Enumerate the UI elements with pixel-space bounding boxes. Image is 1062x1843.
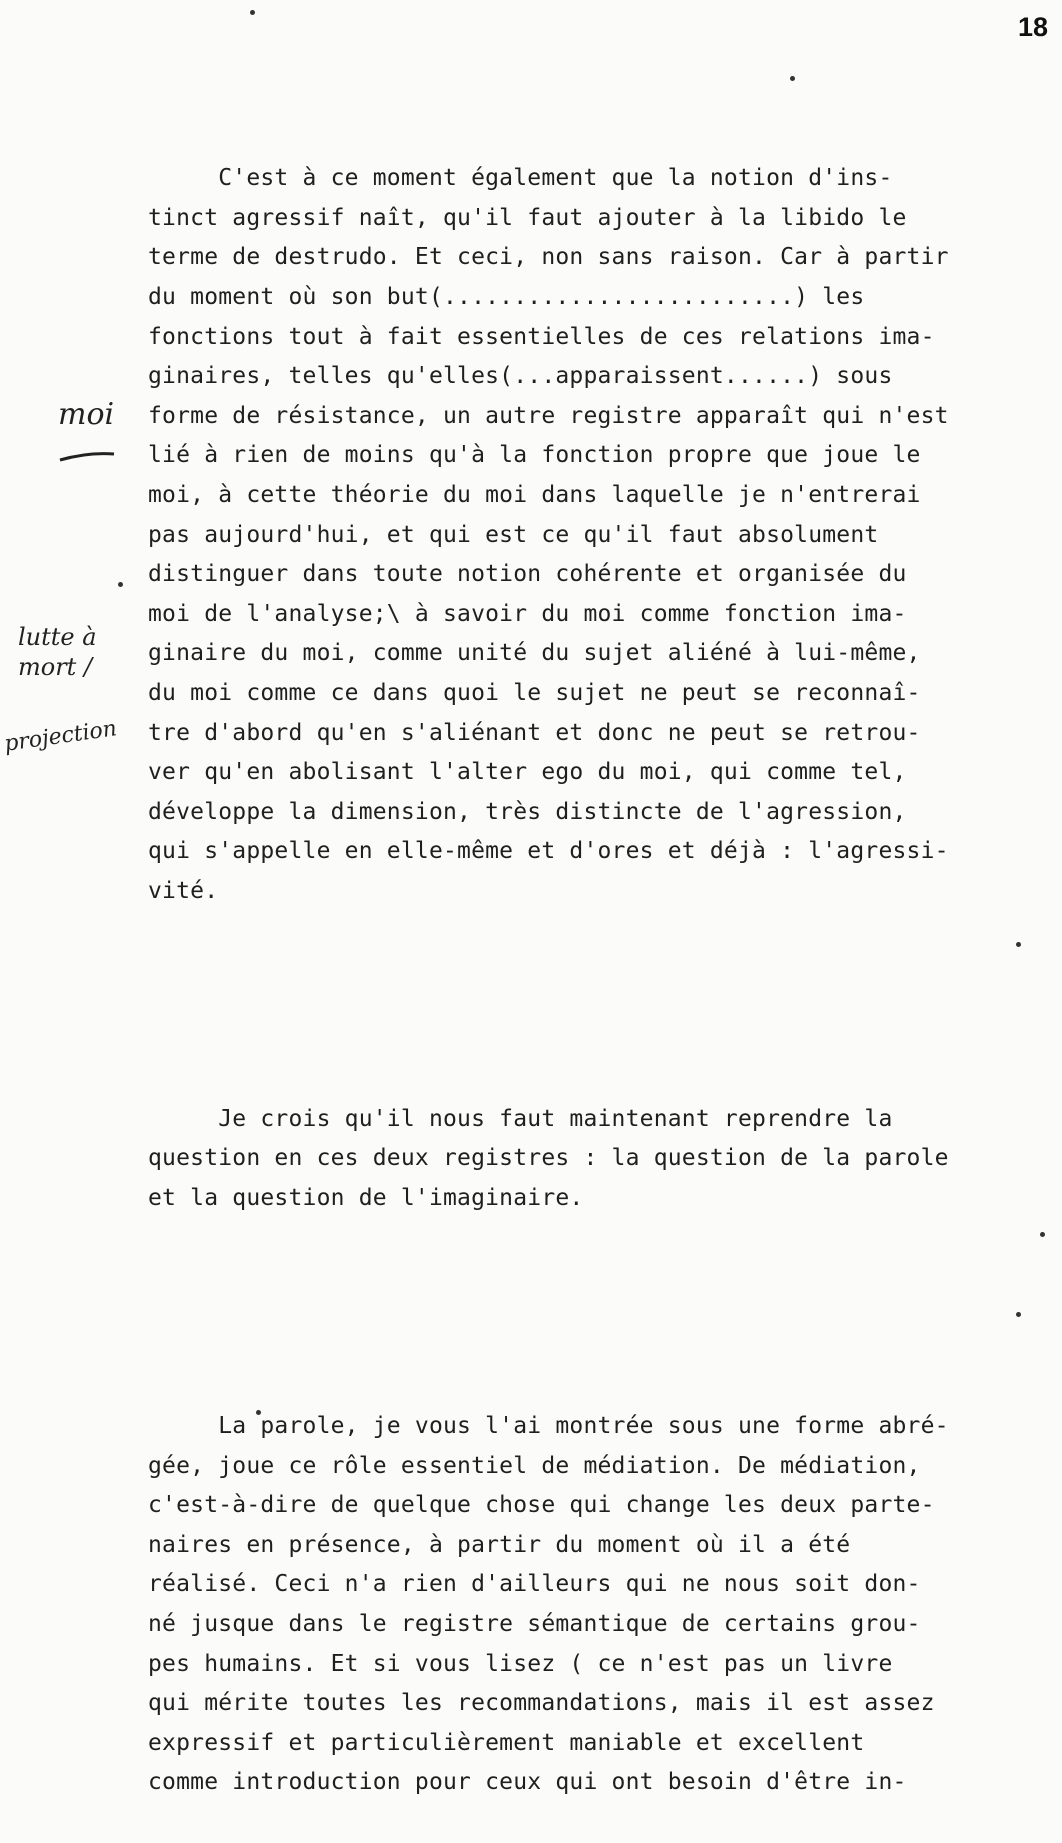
ink-speck [118, 582, 123, 587]
text-line: du moment où son but(.........................) les [148, 283, 865, 310]
text-line: lié à rien de moins qu'à la fonction propre que joue le [148, 442, 921, 469]
text-line: c'est-à-dire de quelque chose qui change les deux parte- [148, 1492, 935, 1519]
paragraph [148, 1100, 1062, 1219]
text-line: ginaire du moi, comme unité du sujet aliéné à lui-même, [148, 640, 921, 667]
text-line: du moi comme ce dans quoi le sujet ne peut se reconnaî- [148, 679, 921, 706]
text-line: moi, à cette théorie du moi dans laquelle je n'entrerai [148, 481, 921, 508]
text-line: question en ces deux registres : la question de la parole [148, 1145, 949, 1172]
text-line: né jusque dans le registre sémantique de certains grou- [148, 1610, 921, 1637]
text-line: terme de destrudo. Et ceci, non sans raison. Car à partir [148, 244, 949, 271]
text-line: moi de l'analyse;\ à savoir du moi comme fonction ima- [148, 600, 907, 627]
text-line: C'est à ce moment également que la notion d'ins- [148, 165, 893, 192]
margin-note-projection: projection [2, 716, 119, 757]
margin-dash-icon [58, 448, 118, 464]
text-line: forme de résistance, un autre registre apparaît qui n'est [148, 402, 949, 429]
page-number: 18 [1017, 12, 1048, 42]
text-line: distinguer dans toute notion cohérente et organisée du [148, 561, 907, 588]
text-line: La parole, je vous l'ai montrée sous une forme abré- [148, 1413, 949, 1439]
margin-note-lutte-a-mort: lutte à mort / [18, 623, 97, 681]
text-line: qui s'appelle en elle-même et d'ores et déjà : l'agressi- [148, 838, 949, 865]
text-line: fonctions tout à fait essentielles de ces relations ima- [148, 323, 935, 350]
text-line: développe la dimension, très distincte de l'agression, [148, 798, 907, 825]
text-line: qui mérite toutes les recommandations, mais il est assez [148, 1690, 935, 1717]
text-line: comme introduction pour ceux qui ont besoin d'être in- [148, 1769, 907, 1796]
margin-note-moi: moi [58, 397, 115, 432]
text-line: ver qu'en abolisant l'alter ego du moi, qui comme tel, [148, 759, 907, 786]
text-line: réalisé. Ceci n'a rien d'ailleurs qui ne nous soit don- [148, 1571, 921, 1598]
text-line: tre d'abord qu'en s'aliénant et donc ne peut se retrou- [148, 719, 921, 746]
text-line: tinct agressif naît, qu'il faut ajouter à la libido le [148, 204, 907, 231]
text-line: et la question de l'imaginaire. [148, 1185, 584, 1212]
document-body [148, 80, 1062, 1843]
text-line: pas aujourd'hui, et qui est ce qu'il faut absolument [148, 521, 879, 548]
ink-speck [250, 10, 255, 15]
text-line: pes humains. Et si vous lisez ( ce n'est pas un livre [148, 1650, 893, 1677]
text-line: gée, joue ce rôle essentiel de médiation. De médiation, [148, 1452, 921, 1479]
text-line: Je crois qu'il nous faut maintenant reprendre la [148, 1105, 893, 1132]
paragraph [148, 159, 1062, 911]
text-line: expressif et particulièrement maniable et excellent [148, 1729, 865, 1756]
text-line: vité. [148, 877, 219, 904]
text-line: naires en présence, à partir du moment où il a été [148, 1531, 851, 1558]
text-line: ginaires, telles qu'elles(...apparaissent......) sous [148, 363, 893, 390]
paragraph [148, 1407, 1062, 1803]
